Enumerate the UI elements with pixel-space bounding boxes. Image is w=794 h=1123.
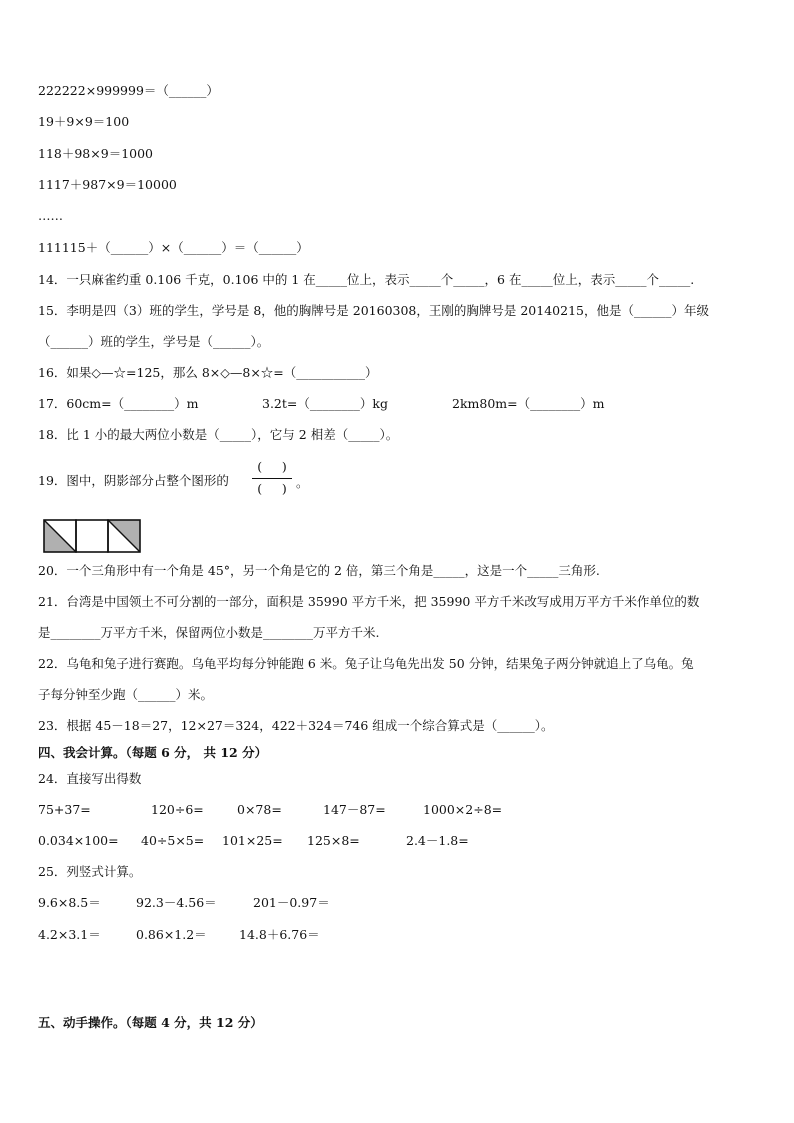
line-1: 222222×999999＝（______） (38, 83, 219, 98)
calc-25-3: 201－0.97＝ (253, 895, 330, 910)
calc-24-5: 1000×2÷8= (423, 802, 503, 817)
question-21-line1: 21．台湾是中国领土不可分割的一部分，面积是 35990 平方千米，把 35990 平方千米改写成用万平方千米作单位的数 (38, 594, 700, 609)
question-15-line1: 15．李明是四（3）班的学生，学号是 8，他的胸牌号是 20160308，王刚的胸牌号是 20140215，他是（______）年级 (38, 303, 709, 318)
calc-24-1: 75+37= (38, 802, 91, 817)
question-19: 19．图中，阴影部分占整个图形的 (38, 473, 229, 488)
question-22-line1: 22．乌龟和兔子进行赛跑。乌龟平均每分钟能跑 6 米。兔子让乌龟先出发 50 分钟，结果兔子两分钟就追上了乌龟。兔 (38, 656, 694, 671)
shaded-figure (43, 519, 143, 553)
question-19-fraction (250, 459, 294, 501)
question-16: 16．如果◇—☆=125，那么 8×◇—8×☆=（___________） (38, 365, 378, 380)
calc-24-2: 120÷6= (151, 802, 204, 817)
line-6: 111115＋（______）×（______）＝（______） (38, 240, 309, 255)
question-18: 18．比 1 小的最大两位小数是（_____），它与 2 相差（_____）。 (38, 427, 399, 442)
line-2: 19＋9×9＝100 (38, 114, 130, 129)
calc-24-8: 101×25= (222, 833, 283, 848)
question-21-line2: 是________万平方千米，保留两位小数是________万平方千米. (38, 625, 380, 640)
line-5: …… (38, 208, 63, 223)
question-17-part3: 2km80m=（________）m (452, 396, 605, 411)
question-17-part2: 3.2t=（________）kg (262, 396, 388, 411)
calc-25-2: 92.3－4.56＝ (136, 895, 217, 910)
question-22-line2: 子每分钟至少跑（______）米。 (38, 687, 214, 702)
question-19-end: 。 (296, 475, 309, 490)
question-24: 24．直接写出得数 (38, 771, 142, 786)
question-25: 25．列竖式计算。 (38, 864, 142, 879)
question-15-line2: （______）班的学生，学号是（______）。 (38, 334, 270, 349)
calc-25-1: 9.6×8.5＝ (38, 895, 101, 910)
fraction-numerator: ( ) (257, 459, 287, 474)
calc-24-7: 40÷5×5= (141, 833, 205, 848)
calc-25-4: 4.2×3.1＝ (38, 927, 101, 942)
question-17-part1: 17．60cm=（________）m (38, 396, 199, 411)
calc-25-6: 14.8＋6.76＝ (239, 927, 320, 942)
figure-cell-2 (76, 520, 108, 552)
question-23: 23．根据 45－18＝27，12×27＝324，422＋324＝746 组成一个综合算式是（______）。 (38, 718, 554, 733)
section-5-heading: 五、动手操作。（每题 4 分，共 12 分） (38, 1015, 263, 1030)
question-20: 20．一个三角形中有一个角是 45°，另一个角是它的 2 倍，第三个角是_____，这是一个_____三角形. (38, 563, 600, 578)
fraction-bar (252, 478, 292, 479)
line-3: 118＋98×9＝1000 (38, 146, 154, 161)
calc-24-10: 2.4－1.8= (406, 833, 469, 848)
question-14: 14．一只麻雀约重 0.106 千克，0.106 中的 1 在_____位上，表示_____个_____，6 在_____位上，表示_____个_____. (38, 272, 695, 287)
line-4: 1117＋987×9＝10000 (38, 177, 177, 192)
calc-24-3: 0×78= (237, 802, 282, 817)
calc-24-6: 0.034×100= (38, 833, 119, 848)
calc-25-5: 0.86×1.2＝ (136, 927, 207, 942)
fraction-denominator: ( ) (257, 481, 287, 496)
calc-24-4: 147－87= (323, 802, 386, 817)
section-4-heading: 四、我会计算。（每题 6 分， 共 12 分） (38, 745, 268, 760)
calc-24-9: 125×8= (307, 833, 360, 848)
